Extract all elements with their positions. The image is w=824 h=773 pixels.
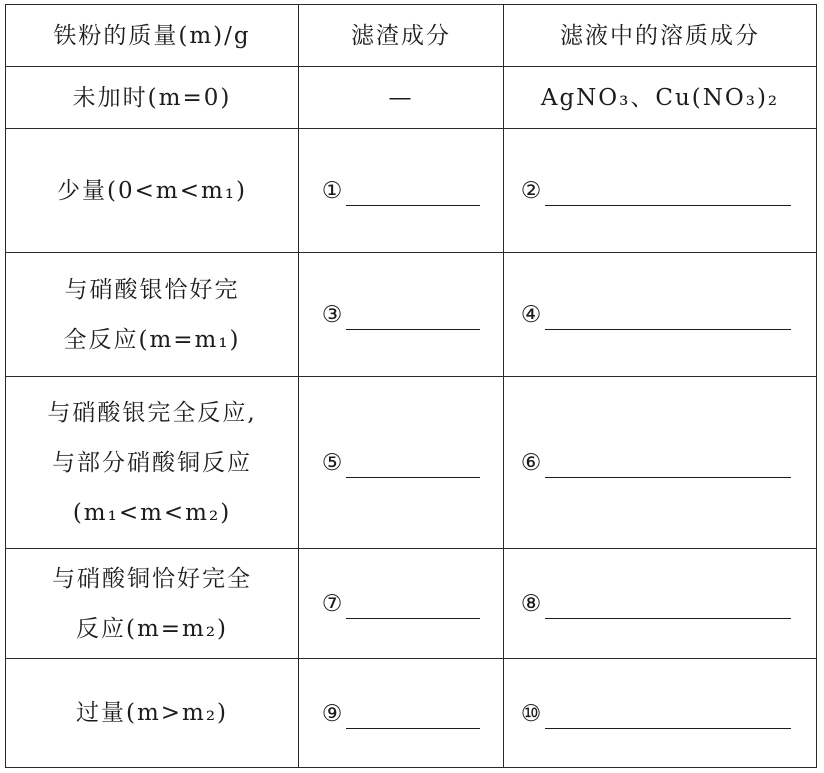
iron-powder-reaction-table bbox=[5, 4, 817, 768]
table-row bbox=[6, 129, 817, 253]
condition-cell bbox=[6, 659, 299, 768]
condition-text: 与硝酸铜恰好完全 bbox=[52, 565, 252, 592]
blank-number: ⑦ bbox=[321, 591, 343, 617]
table-header-row bbox=[6, 5, 817, 67]
table-row bbox=[6, 67, 817, 129]
answer-blank-7[interactable] bbox=[322, 579, 481, 629]
condition-cell bbox=[6, 129, 299, 253]
blank-line bbox=[545, 727, 791, 729]
condition-cell bbox=[6, 549, 299, 659]
condition-text: 过量(m>m₂) bbox=[75, 700, 229, 726]
solute-cell bbox=[504, 253, 817, 377]
blank-line bbox=[346, 617, 480, 619]
residue-cell bbox=[299, 253, 504, 377]
condition-text: 与硝酸银完全反应, bbox=[47, 399, 257, 426]
blank-line bbox=[545, 204, 791, 206]
blank-number: ① bbox=[321, 178, 343, 204]
condition-text: 与硝酸银恰好完 bbox=[64, 276, 240, 303]
table-row bbox=[6, 549, 817, 659]
blank-line bbox=[545, 476, 791, 478]
answer-blank-1[interactable] bbox=[322, 166, 481, 216]
condition-text: 全反应(m=m₁) bbox=[63, 326, 241, 353]
answer-blank-6[interactable] bbox=[521, 438, 792, 488]
condition-cell bbox=[6, 377, 299, 549]
condition-text: 少量(0<m<m₁) bbox=[57, 177, 247, 204]
solute-cell: AgNO₃、Cu(NO₃)₂ bbox=[504, 67, 817, 129]
condition-text: (m₁<m<m₂) bbox=[72, 499, 232, 526]
solute-cell bbox=[504, 377, 817, 549]
blank-number: ⑧ bbox=[520, 591, 542, 617]
blank-line bbox=[545, 328, 791, 330]
condition-text: 反应(m=m₂) bbox=[75, 615, 229, 642]
answer-blank-4[interactable] bbox=[521, 290, 792, 340]
residue-cell bbox=[299, 549, 504, 659]
solute-cell bbox=[504, 659, 817, 768]
header-iron-mass: 铁粉的质量(m)/g bbox=[6, 5, 299, 67]
blank-line bbox=[346, 204, 480, 206]
blank-number: ⑩ bbox=[520, 700, 542, 727]
header-filtrate-solute: 滤液中的溶质成分 bbox=[504, 5, 817, 67]
solute-cell bbox=[504, 129, 817, 253]
residue-cell bbox=[299, 659, 504, 768]
blank-line bbox=[545, 617, 791, 619]
blank-line bbox=[346, 328, 480, 330]
condition-text: 与部分硝酸铜反应 bbox=[52, 449, 252, 476]
table-row bbox=[6, 377, 817, 549]
blank-number: ⑨ bbox=[321, 700, 343, 727]
condition-cell bbox=[6, 67, 299, 129]
answer-blank-8[interactable] bbox=[521, 579, 792, 629]
blank-number: ⑥ bbox=[520, 450, 542, 476]
blank-number: ② bbox=[520, 178, 542, 204]
table-row bbox=[6, 659, 817, 768]
solute-cell bbox=[504, 549, 817, 659]
blank-number: ③ bbox=[321, 302, 343, 328]
answer-blank-10[interactable] bbox=[521, 689, 792, 739]
condition-text: 未加时(m=0) bbox=[72, 84, 232, 111]
condition-cell bbox=[6, 253, 299, 377]
answer-blank-3[interactable] bbox=[322, 290, 481, 340]
residue-cell bbox=[299, 129, 504, 253]
table-row bbox=[6, 253, 817, 377]
answer-blank-5[interactable] bbox=[322, 438, 481, 488]
residue-cell: — bbox=[299, 67, 504, 129]
blank-number: ④ bbox=[520, 302, 542, 328]
blank-line bbox=[346, 727, 480, 729]
blank-number: ⑤ bbox=[321, 450, 343, 476]
residue-cell bbox=[299, 377, 504, 549]
header-residue: 滤渣成分 bbox=[299, 5, 504, 67]
answer-blank-9[interactable] bbox=[322, 689, 481, 739]
blank-line bbox=[346, 476, 480, 478]
answer-blank-2[interactable] bbox=[521, 166, 792, 216]
